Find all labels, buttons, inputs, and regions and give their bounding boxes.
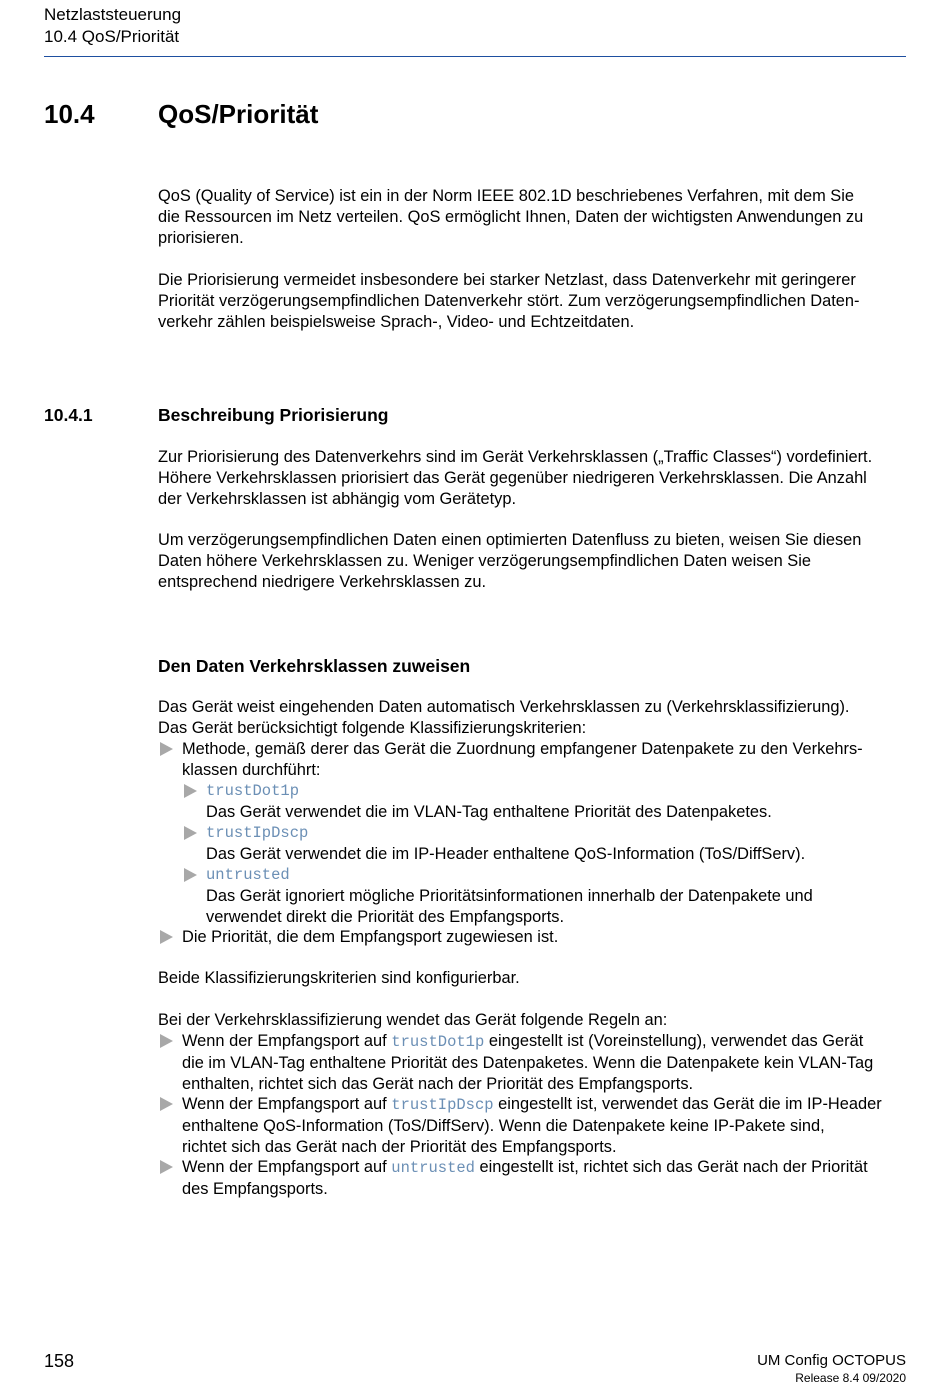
section-title: QoS/Priorität	[158, 99, 319, 129]
text-line: verkehr zählen beispielsweise Sprach-, Video- und Echtzeitdaten.	[158, 313, 635, 331]
text-line: Zur Priorisierung des Datenverkehrs sind im Gerät Verkehrsklassen („Traffic Classes“) vordefiniert.	[158, 448, 873, 466]
bullet-triangle-icon	[160, 930, 173, 944]
text-line: Methode, gemäß derer das Gerät die Zuordnung empfangener Datenpakete zu den Verkehrs-	[182, 740, 863, 758]
bullet-triangle-icon	[184, 784, 197, 798]
assign-heading: Den Daten Verkehrsklassen zuweisen	[158, 656, 471, 676]
text-line: Wenn der Empfangsport auf untrusted eingestellt ist, richtet sich das Gerät nach der Priorität	[182, 1158, 868, 1177]
text-line: Die Priorisierung vermeidet insbesondere bei starker Netzlast, dass Datenverkehr mit geringerer	[158, 271, 856, 289]
subsection-title: Beschreibung Priorisierung	[158, 405, 389, 425]
text-line: klassen durchführt:	[182, 761, 321, 779]
running-header-section: 10.4 QoS/Priorität	[44, 27, 180, 46]
text-line: enthalten, richtet sich das Gerät nach der Priorität des Empfangsports.	[182, 1075, 694, 1093]
code-trustdot1p: trustDot1p	[391, 1033, 485, 1051]
option-untrusted-description	[206, 886, 813, 928]
code-untrusted: untrusted	[391, 1159, 475, 1177]
text-line: Höhere Verkehrsklassen priorisiert das Gerät gegenüber niedrigeren Verkehrsklassen. Die Anzahl	[158, 469, 867, 487]
rules-intro: Bei der Verkehrsklassifizierung wendet das Gerät folgende Regeln an:	[158, 1011, 668, 1029]
bullet-triangle-icon	[160, 1034, 173, 1048]
text-line: des Empfangsports.	[182, 1180, 328, 1198]
subsection-second-paragraph	[158, 530, 906, 593]
text-line: Das Gerät weist eingehenden Daten automatisch Verkehrsklassen zu (Verkehrsklassifizierung).	[158, 698, 850, 716]
text-line: Priorität verzögerungsempfindlichen Datenverkehr stört. Zum verzögerungsempfindlichen Daten-	[158, 292, 860, 310]
rule-untrusted	[182, 1157, 906, 1200]
option-trustipdscp: trustIpDscp	[206, 824, 309, 842]
text-line: verwendet direkt die Priorität des Empfangsports.	[206, 908, 565, 926]
document-title: UM Config OCTOPUS	[757, 1352, 906, 1369]
release-info: Release 8.4 09/2020	[795, 1371, 906, 1385]
section-second-paragraph	[158, 270, 906, 333]
text-line: QoS (Quality of Service) ist ein in der Norm IEEE 802.1D beschriebenes Verfahren, mit dem Sie	[158, 187, 855, 205]
bullet-triangle-icon	[160, 742, 173, 756]
text-line: der Verkehrsklassen ist abhängig vom Gerätetyp.	[158, 490, 517, 508]
text-line: die Ressourcen im Netz verteilen. QoS ermöglicht Ihnen, Daten der wichtigsten Anwendungen zu	[158, 208, 864, 226]
option-untrusted: untrusted	[206, 866, 290, 884]
rule-trustdot1p	[182, 1031, 906, 1095]
code-trustipdscp: trustIpDscp	[391, 1096, 494, 1114]
header-rule	[44, 56, 906, 57]
bullet-port-priority: Die Priorität, die dem Empfangsport zugewiesen ist.	[182, 928, 559, 946]
option-trustipdscp-description: Das Gerät verwendet die im IP-Header enthaltene QoS-Information (ToS/DiffServ).	[206, 845, 806, 863]
text-line: Wenn der Empfangsport auf trustDot1p eingestellt ist (Voreinstellung), verwendet das Gerät	[182, 1032, 864, 1051]
subsection-number: 10.4.1	[44, 405, 93, 425]
text-line: Daten höhere Verkehrsklassen zu. Weniger verzögerungsempfindlichen Daten weisen Sie	[158, 552, 811, 570]
text-line: Wenn der Empfangsport auf trustIpDscp eingestellt ist, verwendet das Gerät die im IP-Header	[182, 1095, 882, 1114]
bullet-triangle-icon	[160, 1097, 173, 1111]
running-header-chapter: Netzlaststeuerung	[44, 5, 182, 24]
bullet-triangle-icon	[184, 868, 197, 882]
option-trustdot1p: trustDot1p	[206, 782, 300, 800]
bullet-triangle-icon	[160, 1160, 173, 1174]
text-line: enthaltene QoS-Information (ToS/DiffServ). Wenn die Datenpakete keine IP-Pakete sind,	[182, 1117, 825, 1135]
subsection-first-paragraph	[158, 447, 906, 510]
text-line: priorisieren.	[158, 229, 244, 247]
rule-trustipdscp	[182, 1094, 906, 1158]
text-line: Das Gerät ignoriert mögliche Prioritätsinformationen innerhalb der Datenpakete und	[206, 887, 813, 905]
text-line: richtet sich das Gerät nach der Priorität des Empfangsports.	[182, 1138, 617, 1156]
option-trustdot1p-description: Das Gerät verwendet die im VLAN-Tag enthaltene Priorität des Datenpaketes.	[206, 803, 772, 821]
bullet-triangle-icon	[184, 826, 197, 840]
section-number: 10.4	[44, 99, 95, 129]
text-line: die im VLAN-Tag enthaltene Priorität des Datenpaketes. Wenn die Datenpakete kein VLAN-Tag	[182, 1054, 874, 1072]
page-number: 158	[44, 1351, 75, 1371]
assign-intro-paragraph	[158, 697, 906, 739]
text-line: Das Gerät berücksichtigt folgende Klassifizierungskriterien:	[158, 719, 587, 737]
bullet-method	[182, 739, 863, 781]
text-line: Um verzögerungsempfindlichen Daten einen optimierten Datenfluss zu bieten, weisen Sie diesen	[158, 531, 862, 549]
section-intro-paragraph	[158, 186, 906, 249]
configurable-note: Beide Klassifizierungskriterien sind konfigurierbar.	[158, 969, 520, 987]
text-line: entsprechend niedrigere Verkehrsklassen zu.	[158, 573, 487, 591]
